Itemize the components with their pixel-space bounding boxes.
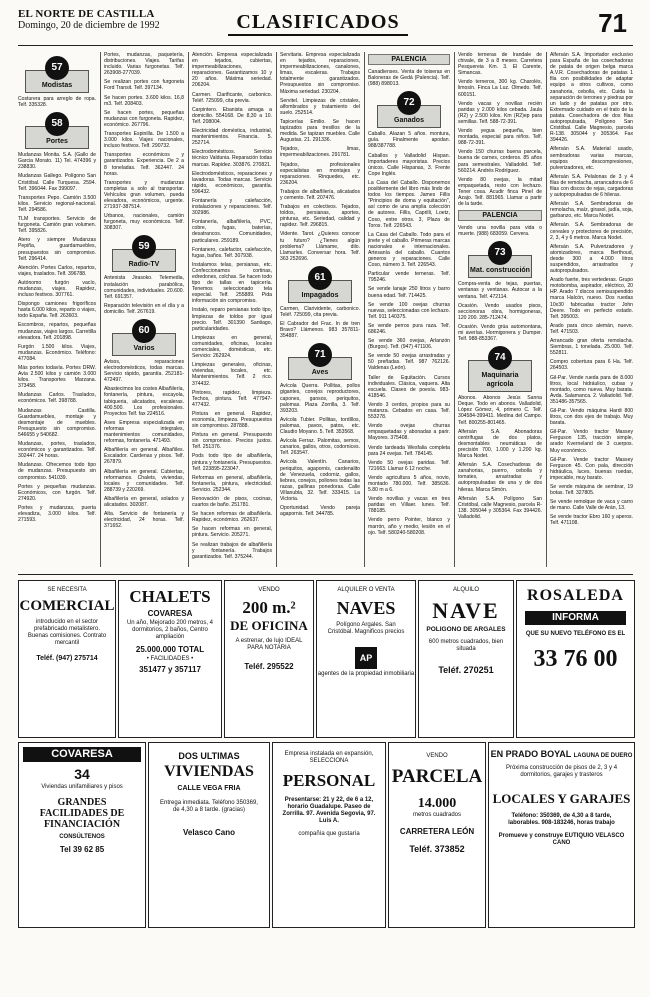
category-number: 71 — [308, 343, 332, 367]
classified-ad: La Casa del Caballo. Todo para el jinete y el caballo. Primeras marcas nacionales e internacionales. Artesanía del caballo. Cuantos generos y reparaciones. Calle Coso, número 3. Telf. 226543. — [368, 231, 450, 269]
ad-agent: Velasco Cano — [182, 828, 236, 837]
classified-ad: Alfersán S.A. Material usado, sembradoras varias marcas, equipos descompresiones, pulverizadores, etc. — [550, 146, 633, 171]
masthead: EL NORTE DE CASTILLA — [18, 8, 155, 20]
classified-ad: Alfersán S.A. Pelalonas de 3 y 4 filas de remolacha, arrancadora de 6 filas con discos de rejas, cargadoras y autopropulsadas de 6 hileras. — [550, 173, 633, 199]
column-divider — [546, 52, 547, 567]
classified-ad: Mudanzas Monita. S.A. (Gallo de Garcia Morato. 11) Tel. 474396 y 238830. — [18, 152, 96, 171]
classified-ad: Caballos y Valladolid Hispan. Importaderes mayoristas. Precios únicos. Calle Hispanas, 3. Frente Cope Inglés. — [368, 152, 450, 177]
ad-phone: Teléf. 270251 — [438, 665, 494, 675]
category-number: 74 — [488, 346, 512, 370]
ad-phone: 351477 y 357117 — [139, 665, 201, 674]
category-number: 61 — [308, 266, 332, 290]
classified-ad: Atención. Empresa especializada en tejados, cubiertas, impermeabilizaciones, reparaciones. Garantizamos 10 y 20 años. Máxima seriedad. 206204. — [192, 52, 272, 89]
classified-ad: Alfersán S.A. Sembradoras de cereales y protectores de precisión, 2, 3, 4 y 6 metros. Marca Nodet. — [550, 222, 633, 241]
classified-ad: Alta. Servicio de fontanería y electricidad, 24 horas. Telf. 371652. — [104, 511, 184, 530]
classified-ad: Portes, mudanzas, paquetería, distribuciones. Viajes. Tarifas incluido. Varias furgonetas. Telf. 263908-277039. — [104, 52, 184, 77]
classified-ad: Fontanería y calefacción, instalaciones y reparaciones. Telf. 302986. — [192, 197, 272, 217]
ad-rosaleda — [516, 580, 635, 738]
ad-body: Próxima construcción de pisos de 2, 3 y 4 dormitorios, garajes y trasteros — [505, 765, 618, 778]
classified-ad: Se vende 100 ovejas churras nuevas, seleccionadas con lechazo. Telf. 911 140375. — [368, 301, 450, 320]
ad-viviendas — [148, 742, 270, 928]
ad-headline-2: DE OFICINA — [230, 618, 308, 633]
classified-ad: Se vende lanaje 250 litros y barro buena edad. Telf. 714425. — [368, 286, 450, 299]
classified-ad: Transportes Espinilla. De 1.500 a 3.000 kilos. Viajes nacionales, incluso festivos. Telf. 290732. — [104, 131, 184, 150]
classified-ad: Vendo ovejas churras empaquetadas y abonadas a parir. Mayores. 375408. — [368, 423, 450, 442]
category-number: 57 — [45, 56, 69, 80]
ad-comercial — [18, 580, 116, 738]
classified-ad: Caballo. Alazan 5 años. montura, guía. Finalmente apodan. 988/387788. — [368, 131, 450, 150]
ad-headline-2: GRANDES FACILIDADES DE FINANCIACIÓN — [39, 797, 125, 830]
classified-ad: Ocasión. Vendo usados pisos, seccionoras obra, hormigoneras, 120 200. 285-712474. — [458, 302, 542, 321]
classified-ad: Vendo tardeada Wesfalia completa para 24 ovejas. Telf. 784145. — [368, 444, 450, 457]
classified-ad: Vendo perro Pointer, blanco y marrón, año y medio, lesión en el ojo. Telf. 580240-580208. — [368, 517, 450, 536]
category-label: Maquinaria agrícola — [468, 360, 532, 392]
classified-ad: Avícola Ferraz. Palomitas, semos, canarios, gallos, otros, codornices. Telf. 263547. — [280, 438, 360, 457]
column-2 — [104, 52, 184, 567]
classified-ad: TLM transportes. Servicio de furgoneta. Camión gran volumen. Telf. 395826. — [18, 216, 96, 235]
column-divider — [100, 52, 101, 567]
classified-ad: Alfersán S.A. Sembradoras de remolacha, maíz, girasol, judía, soja, garbanzo, etc. Marca Nodet. — [550, 201, 633, 220]
ad-nave — [418, 580, 514, 738]
classified-ad: Se vende perros pura raza. Telf. 686246. — [368, 322, 450, 335]
classified-ad: Gil-Par. Vende rueda para de 8.000 litros, local hidráulico, cubas y montado, como nueva. Muy barata. Avda. Salamanca. 2. Valladolid. Telf. 351486-357565. — [550, 374, 633, 405]
classified-ad: Mudanzas, portes, traslados, económicos y garantizados. Telf. 302447. 24 horas. — [18, 441, 96, 460]
ad-body: Entrega inmediata. Teléfono 350369, de 4,30 a 8 tarde. (gracias) — [160, 800, 258, 813]
classified-ad: Más portes todavía. Portes DRW. Avia 2.500 kilos y camión 3.000 kilos. Transportes Marzana. 373458. — [18, 365, 96, 390]
classified-ad: Mudanzas. Ofrecemos todo tipo de mudanzas. Presupuesto sin compromiso. 541039. — [18, 462, 96, 481]
classified-ad: Pods todo tipo de albañilería, pintura y fontanería. Presupuestos. Telf. 223895-223047. — [192, 453, 272, 472]
classified-ad: Particular vende terneras. Telf. 795246. — [368, 271, 450, 284]
classified-ad: Trabajos en colectivos. Tejados, toldos, persianas, aportes, pinturas, etc. Seriedad, calidad y rapidez. Telf. 296815. — [280, 204, 360, 229]
column-divider — [364, 52, 365, 567]
category-number: 58 — [45, 112, 69, 136]
classified-ad: Albañilería en general, solados y alicatados. 302087. — [104, 495, 184, 508]
classified-ad: Atención. Portes Carlos, repartos, viajes, traslados. Telf. 396788. — [18, 264, 96, 277]
classified-ad: Arado fuerte, tres vertederas. Grupo motobomba, aspirador, eléctrico, 20 HP. Arado 7 discos semisuspendido marca Halcón, nuevo. Dos ruedas 10x30 fabricadas tractor John Deere. Todo en perfecto estado. Telf. 395003. — [550, 277, 633, 320]
ad-phone: Teléfono: 350369, de 4,30 a 8 tarde, laborables. 908-183246, horas trabajo — [508, 813, 615, 826]
ad-body: 600 metros cuadrados, bien situada — [428, 639, 504, 652]
category-label: Impagados — [288, 280, 352, 303]
classified-ad: Canadienses. Venta de toiseras en Baloneras de Gedá (Palencia). Telf. (988) 898013. — [368, 69, 450, 88]
classified-ad: El Cabrador del Frac. In de tren Bravo? Llámenos. 983 357811-354887. — [280, 321, 360, 340]
classified-ad: Pintura en general. Presupuesto sin compromiso. Precios justos. Telf. 251376. — [192, 432, 272, 451]
section-title: CLASIFICADOS — [228, 10, 408, 36]
page-number: 71 — [598, 8, 627, 38]
classified-ad: Vendo 80 ovejas, la mitad empaquetada, resto con lechazo. Tener cosa. Acudir finca Pinel de Azajo. Telf. 881965. Llamar a partir de la tarde. — [458, 176, 542, 208]
category-badge-construccion — [468, 241, 532, 278]
classified-ad: Urbanos, nacionales, camión furgoneta, muy económicos. Telf. 308307. — [104, 213, 184, 232]
dateline: Domingo, 20 de diciembre de 1992 — [18, 20, 160, 31]
category-label: Modistas — [25, 70, 89, 93]
category-label: Varios — [112, 333, 176, 356]
ad-kicker: DOS ULTIMAS — [178, 751, 240, 761]
classified-ad: Atero y siempre Mudanzas Pepiña, guardamuebles, presupuestos sin compromiso. Telf. 296414. — [18, 237, 96, 262]
classified-ad: Vendo terneros, 300 kg. Charolés, limosín. Finca La Luz. Olmedo. Telf. 600151. — [458, 79, 542, 98]
category-badge-ganados — [377, 91, 441, 128]
classified-ad: Vendo 50 ovejas paridas. Telf. 721663. Llamar 6 12 noche. — [368, 459, 450, 472]
classified-ad: Alfersán S.A. Polígono San Cristóbal, calle Magnesio, parcela R-138. 305044 y 305364. Fax 394426. Valladolid. — [458, 495, 542, 520]
classified-ad: Se hacen portes. 3.600 kilos. 16,8 m3. Telf. 208403. — [104, 94, 184, 107]
classified-ad: Vendo novillas y vacas en tres paridas en Villaer. lunes. Telf. 788185. — [368, 496, 450, 515]
ad-body: Viviendas unifamiliares y pisos — [41, 784, 123, 790]
classified-ad: Fontanero, calefactor, calefacción, fugas, baños. Telf. 307938. — [192, 246, 272, 259]
classified-ad: Alfersán S.A. Importador exclusivo para España de las cosechadoras de patata de origen belga marca A.V.R. Cosechadoras de patatas 1 fila con posibilidades de adaptar equipo a otros cultivos, como zanahoria, cebolla, etc. Cuida la separación de terrones y piedras por un lado y de patatas por otro. Extremado cuidado en el trato de la patata. Cosechadora de dos filas autopropulsada, Polígono San Cristóbal. Calle Magnesio, parcela R-138. 305044 y 305364. Fax 394426. — [550, 52, 633, 144]
classified-ad: Se hacen reformas en general, pintura. Servicio. 205271. — [192, 526, 272, 539]
classified-ad: Instalamos telas, persianas, etc. Confeccionamos cortinas, edredones, colchas. Se hacen todo tipo de tallas en tapicería. Tenemos seleccionado tela especial. Telf. 255889. Pida información sin compromiso. — [192, 261, 272, 305]
ad-oficina — [224, 580, 314, 738]
column-6 — [458, 52, 542, 567]
classified-ad: Compro cobertura para 6 Ha. Telf. 264503. — [550, 359, 633, 372]
ad-phone: Tel 39 62 85 — [59, 845, 105, 854]
ad-headline: LOCALES Y GARAJES — [492, 791, 631, 806]
classified-ad: Vendo yegua pequeña, bien montada, especial para niños. Telf. 988-72-391. — [458, 128, 542, 147]
ad-parcela — [388, 742, 486, 928]
ad-note: QUE SU NUEVO TELÉFONO ES EL — [525, 631, 626, 637]
ad-headline: VIVIENDAS — [164, 763, 254, 780]
category-label: Ganados — [377, 105, 441, 128]
classified-ad: Mudanzas Gallego. Polígono San Cristóbal. Calle Turquesa. 2594. Telf. 396044. Fax 399097. — [18, 173, 96, 192]
classified-ad: Tejados, profesionales especialistas en montajes y reparaciones. Rinquedes, etc. 236204. — [280, 161, 360, 186]
column-divider — [276, 52, 277, 567]
classified-ad: Reparación televisión en el día y a domicilio. Telf. 267619. — [104, 302, 184, 315]
ad-phone: 33 76 00 — [533, 646, 618, 672]
column-4 — [280, 52, 360, 567]
classified-ad: Vendo vacas y novillas recién paridas y 2.000 kilos cebada. Jaula (R2) y 2.500 kilos. Km (R2)ep para semillas. Telf. 588-72-391. — [458, 100, 542, 125]
classified-ad: Se hacen reformas de albañilería. Rapidez, económico. 262637. — [192, 511, 272, 524]
classified-ad: Se realizan portes con furgoneta Ford Transit. Telf. 397134. — [104, 79, 184, 92]
ad-personal — [272, 742, 386, 928]
classified-ad: Gil-Par. Vendo máquina Hardi 800 litros, con dos ejes de trabajo. Muy barata. — [550, 407, 633, 427]
classified-ad: Se vende remolque de vaca y carro de mano. Calle Valle de Arán, 13. — [550, 499, 633, 512]
classified-ad: Dispongo camiones frigoríficos hasta 6.000 kilos, reparto o viajes, todo España. Telf. 263603. — [18, 301, 96, 320]
classified-ad: Carmen. Clarificante, carbonico. Teléf. 725099, cita previa. — [192, 91, 272, 104]
header-rule — [18, 45, 633, 46]
classified-ad: Albañilería en general. Albañiles. Escalador. Cardenas y pisos. Telf. 267879. — [104, 447, 184, 466]
classified-ad: Vendo terneras de Irandale de chivale, de 3 a 8 meses. Carretera Pesquereia Km. 3. El Carente, Simancas. — [458, 52, 542, 77]
classified-ad: Vendo 3 cerdos, propios para su matanza. Cebados en casa. Telf. 553278. — [368, 401, 450, 421]
category-number: 73 — [488, 241, 512, 265]
ad-phone: Teléf. 373852 — [409, 844, 465, 854]
agency-logo: AP — [355, 647, 377, 669]
category-badge-radio-tv — [112, 235, 176, 272]
classified-ad: Portes y mudanzas, puerta elevadiza, 3.000 kilos. Telf. 271593. — [18, 504, 96, 524]
classified-ad: Taller de Equitación. Cursos individuales. Clásica, vaquera. Alta escuela. Clases de poesía. 983-418546. — [368, 374, 450, 399]
classified-ad: Furgón 1.500 kilos. Viajes, mudanzas. Económico. Teléfono: 477084. — [18, 343, 96, 362]
ad-headline: NAVES — [336, 598, 396, 618]
classified-ad: Abastecimos los costes Albañilería, fontanería, pintura, escayola, tabiqueria, alicatados, escaleras. 400.500. Los profesionales. Proyectos Telf. fax 224516. — [104, 386, 184, 417]
ad-subhead: INFORMA — [525, 611, 626, 625]
classified-ad: Se vende 50 ovejas arrastradas y 50 preñadas. Telf. 987 762126. Valdenas (León). — [368, 353, 450, 372]
classified-ad: Fontanería, albañilería, PVC, cobre, fugas, baterías, desatrancos. Comunidades, particulares. 259189. — [192, 219, 272, 244]
ad-note: CARRETERA LEÓN — [399, 827, 475, 836]
classified-ad: Mudanzas Castilla. Guardamuebles, montaje y desmontaje de muebles. Presupuesto sin compromiso. 546655 y 540682. — [18, 407, 96, 438]
ad-headline: 200 m.² — [242, 598, 296, 617]
classified-ad: Alfersán S.A. Abonadoras centrífugas de dos platos, desmontables neumáticas de precisión 700, 1.000 y 1.200 kg. Marca Nodet. — [458, 428, 542, 460]
classified-ad: Gil-Par. Vende tractor Massey Ferguson 45. Con pala, dirección hidráulica, luces, buenas ruedas, impecable, muy barato. — [550, 456, 633, 481]
classified-ad: Vidente. Tarot. ¿Quieres conocer tu futuro? ¿Tienes algún problema? Llámame, dilo. Llamarles. Conversar hora. Telf. 363 252696. — [280, 231, 360, 262]
category-number: 60 — [132, 319, 156, 343]
ad-headline: NAVE — [432, 598, 500, 623]
ad-kicker: VENDO — [426, 753, 448, 759]
classified-ad: Avisos, reparaciones electrodomésticos, todas marcas. Servicio rápido, garantía. 252181-472497. — [104, 359, 184, 384]
classified-ad: Carmen, Clarividente, carbonico. Teléf. 725099, cita previa. — [280, 305, 360, 318]
ad-kicker: VENDO — [258, 587, 280, 593]
ad-headline: CHALETS — [129, 587, 211, 606]
classified-ad: Electrodomésticos, reparaciones y lavadoras. Todas marcas. Servicio rápido, económicos, garantía. 596432. — [192, 170, 272, 195]
classified-ad: Avícola Querra. Pollitas, pollos gigantes, conejos reproductores, capones, gansos, periquitos, palomas. Plaza Zorrilla, 3. Telf. 393203. — [280, 383, 360, 414]
classified-ad: Se realizan trabajos de albañilería y fontanería. Trabajos garantizados. Telf. 375244. — [192, 541, 272, 560]
category-badge-modistas — [25, 56, 89, 93]
classified-ad: Oportunidad. Vendo pareja agapornis. Telf. 344785. — [280, 505, 360, 518]
classified-ad: Costurera para arreglo de ropa. Telf. 335328. — [18, 96, 96, 109]
classified-ad: Limpiezas generales, oficinas, viviendas, locales, etc. Mantenimientos. Telf. 2 rico. 374432. — [192, 362, 272, 387]
classified-ad: Avícola Valentín. Canarios, periquitos, agapornis, cardenalito de Venezuela, codorniz, gallos, liebres, conejos, pollones todas las razas, gallinas ponedoras. Calle Villanubla, 32. Telf. 333415. La Victoria. — [280, 459, 360, 502]
ad-covaresa — [18, 742, 146, 928]
column-1 — [18, 52, 96, 567]
category-label: Radio-TV — [112, 249, 176, 272]
ad-headline: PERSONAL — [282, 771, 376, 790]
classified-ad: Gil-Par. Vendo tractor Massey Ferguson 135, tracción simple, arado Kverneland de 3 cuerpos. Muy económico. — [550, 429, 633, 454]
classified-ad: Se vende 360 ovejas, Arlanzón (Burgos). Telf. (947) 471106. — [368, 338, 450, 351]
classified-ad: Tapicerías Emilio. Se hacen tapizados para tresillos de la medida. Se tapizan muebles. Calle Augustas. 21. 291336. — [280, 118, 360, 144]
ad-note: compañía que gustaría — [298, 831, 360, 837]
ad-chalets — [118, 580, 222, 738]
ad-prado-boyal — [488, 742, 635, 928]
ads-divider — [18, 574, 633, 575]
category-badge-aves — [288, 343, 352, 380]
classified-ad: Ocasión. Vendo grúa automontana, mi averías. Hormigonera y Dumper. Telf. 988-853367. — [458, 323, 542, 343]
classified-ad: Pintores, rapidez, limpieza. Techos, pintura. Telf. 477947-477432. — [192, 389, 272, 408]
classified-ad: Autónomo furgón vacío, mudanzas, viajes. Rapidez, incluso festivos. 307761. — [18, 279, 96, 299]
classified-ad: Tejados, limas, impermeabilizaciones. 291781. — [280, 146, 360, 159]
ad-figure: 14.000 — [417, 796, 457, 811]
category-label: Aves — [288, 357, 352, 380]
classified-ad: Vendo una novilla para vida o muerte. (988) 683059. Cervera. — [458, 225, 542, 238]
classified-ad: Se vende máquina de sembrar, 19 botas. Telf. 327805. — [550, 484, 633, 497]
ad-naves — [316, 580, 416, 738]
ad-kicker-main: EN PRADO BOYAL — [490, 749, 572, 759]
classified-ad: Vendo agricultura 5 años, novio, montado 780.000. Telf. 385636. 5.80 m a 6. — [368, 474, 450, 494]
ad-subhead: CALLE VEGA FRIA — [177, 785, 241, 792]
ad-body: Polígono Argales. San Cristóbal. Magnificos precios — [327, 622, 405, 635]
classified-ad: Se vende tractor Ebro 160 y aperos. Telf. 471108. — [550, 514, 633, 527]
page-header — [18, 8, 633, 48]
category-badge-impagados — [288, 266, 352, 303]
ad-note: CONSÚLTENOS — [59, 834, 105, 840]
column-divider — [188, 52, 189, 567]
category-badge-portes — [25, 112, 89, 149]
ad-body: A estrenar, de lujo IDEAL PARA NOTARIA — [235, 638, 303, 651]
classified-ad: Arrancado gran oferta remolacha. Siembras, 1 tonelada. 25.000. Telf. 552811. — [550, 338, 633, 357]
classified-ad: Transportes y mudanzas completas a solo al transportar. Vehículos gran volumen, pueda elevadora, económicos, urgente. 271937-387514. — [104, 179, 184, 211]
ad-headline: COMERCIAL — [19, 598, 115, 614]
ad-headline: COVARESA — [23, 747, 141, 762]
ad-kicker: ALQUILO — [452, 587, 479, 593]
classified-ad: Arado para cinco alemán, nuevo. Telf. 471503. — [550, 322, 633, 335]
classified-ad: Antenista Jirasoko. Telemedia, instalación parabólica, comunidades, individuales. 20.600. Telf. 691357. — [104, 275, 184, 300]
ad-kicker: ALQUILER O VENTA — [337, 587, 395, 593]
ad-body: Presentarse: 21 y 22, de 6 a 12, horario Guadalupe. Paseo de Zorrilla. 97. Avenida Segovia, 97. Luis A. — [282, 797, 376, 824]
classified-ad: Ases Empresa especializada en reformas integrales, mantenimientos comunidades, reformas, fontanería. 471493. — [104, 419, 184, 445]
ad-kicker: SE NECESITA — [47, 587, 87, 593]
classified-ad: Compra-venta de tejas, puertas, ventanas y ventanas. Autocar a la ventana. Telf. 472114. — [458, 281, 542, 300]
classified-ad: Albañilería en general. Cubiertas, reformamos. Chalets, viviendas, locales y comunidades. Telf. 288739 y 220269. — [104, 468, 184, 493]
classified-ad: Transportes Pepo. Camión 3.500 kilos. Servicio regional-nacional. Telf. 294586. — [18, 194, 96, 213]
classified-ad: Electrodomésticos. Servicio técnico Valdunia. Reparación todas marcas. Rapidez. 303876. 270821. — [192, 149, 272, 168]
ad-note: • FACILIDADES • — [146, 656, 194, 662]
category-badge-varios — [112, 319, 176, 356]
classified-ad: Se hacen portes, pequeñas mudanzas con furgoneta. Rapidez, económico. 267796. — [104, 109, 184, 128]
town-header: PALENCIA — [368, 54, 450, 65]
ad-kicker: Empresa instalada en expansión, SELECCIONA — [284, 751, 374, 764]
classified-ad: Vendo 150 churras buena parcela, buena de carnes, corderos. 85 años para semestrales. Valladolid. Telf. 560214. Andrés Rodríguez. — [458, 149, 542, 174]
classified-ad: Electricidad doméstica, industrial, mantenimientos. Financia. 5. 252714. — [192, 128, 272, 147]
column-divider — [454, 52, 455, 567]
classified-ad: Avícola Tubier. Pollitas, tordíllos, palomas, pavos, patos, etc. Claudio Moyano. 5. Telf. 353568. — [280, 416, 360, 436]
ad-agency: agentes de la propiedad inmobiliaria — [317, 671, 415, 677]
ad-phone: Teléf. (947) 275714 — [36, 655, 98, 662]
category-label: Mat. construcción — [468, 255, 532, 278]
category-number: 72 — [397, 91, 421, 115]
classified-ad: Transportes económicos y garantizados. Experiencia. De 2 a 8 toneladas. Telf. 362447. 24 horas. — [104, 152, 184, 177]
ad-subhead: POLIGONO DE ARGALES — [426, 626, 506, 633]
column-3 — [192, 52, 272, 567]
ad-headline: ROSALEDA — [527, 587, 624, 604]
classified-ad: Pintura en general. Rapidez, economía, limpieza. Presupuestos sin compromiso. 287888. — [192, 410, 272, 430]
ad-phone: Teléf. 295522 — [244, 662, 294, 671]
category-label: Portes — [25, 126, 89, 149]
classified-ad: Alfersán S.A. Pulverizadores y atomizadores, marca Berthoud, desde 300 a 4.000 litros suspendidos, arrastrados y autopropulsados. — [550, 243, 633, 275]
classified-ad: Trabajos de albañilería, alicatados y cemento. Telf. 207476. — [280, 188, 360, 201]
ad-kicker-sub: LAGUNA DE DUERO — [573, 753, 633, 759]
classified-ad: Carpintero. Ebanista amaga a domicilio. 554168. De 8,30 a 10. Telf. 208004. — [192, 106, 272, 125]
ad-price: 25.000.000 TOTAL — [135, 645, 205, 654]
classified-ad: Abonos. Abonos Jesús Sanna Deque. Todo en abonos. Valladolid, López Gómez, 4, primero C. Telf. 304584-399411. Medina del Campo. Telf. 800255-801465. — [458, 395, 542, 426]
ad-place: COVARESA — [147, 609, 193, 618]
ad-kicker — [489, 749, 634, 759]
classified-ad: Instalo, reparo persianas todo tipo, limpiezas de toldos por igual precio. Telf. 301390 Santiago, particularidades. — [192, 307, 272, 332]
classified-ad: Mudanzas Carlos. Traslados, económicos. Telf. 398788. — [18, 392, 96, 405]
ad-body: Un año, Mejorado 200 metros, 4 dormitorios, 2 baños, Centro ampliación — [126, 620, 214, 640]
classified-ad: Servitaria. Empresa especializada en tejados, reparaciones, impermeabilizaciones, canalones, limas, escaleras. Trabajos totalmente garantizados. Presupuestos sin compromiso. Máxima seriedad. 230204. — [280, 52, 360, 95]
column-7 — [550, 52, 633, 567]
classified-ad: Renovación de pisos, cocinas, cuartos de baño. 251781. — [192, 496, 272, 509]
classified-ad: Limpiezas en general, comunidades, oficinas, locales comerciales, domésticas, etc. Servicio: 262924. — [192, 334, 272, 360]
column-5 — [368, 52, 450, 567]
classified-ad: Escombros, repartos, pequeñas mudanzas, viajes largos. Carretilla elevadora. Telf. 201898. — [18, 322, 96, 341]
category-badge-maquinaria — [468, 346, 532, 392]
ad-headline: PARCELA — [391, 766, 483, 787]
town-header: PALENCIA — [458, 210, 542, 221]
ad-number: 34 — [74, 766, 90, 782]
classified-ad: Portes y pequeñas mudanzas. Económicos, con furgón. Telf. 274920. — [18, 483, 96, 502]
ad-agent: Promueve y construye EUTIQUIO VELASCO CANO — [498, 833, 625, 846]
classified-ad: Alfersán S.A. Cosechadoras de zanahorias, puerro, cebolla y tomates, arrastradas y autopropulsadas de una y de dos hileras. Marca Simón. — [458, 462, 542, 493]
classified-ad: Servitel. Limpiezas de cristales, alfombrados y tratamiento del suelo. 252514. — [280, 97, 360, 116]
classified-ad: La Casa del Caballo. Disponemos posiblemente del libro más lindo de todos los tiempos. James Fillis "Principios de doma y equitación", así como de una amplia colección de autores. Fillis, Caprilli, Loetz, Coso, entre otros. 3, Plaza de Toros. Telf. 226543. — [368, 179, 450, 229]
category-number: 59 — [132, 235, 156, 259]
ad-body: introducido en el sector prefabricado metalistero. Buenas comisiones. Contrato mercantil — [27, 619, 107, 646]
ad-body: metros cuadrados — [412, 812, 462, 818]
classified-ad: Reformas en general, albañilería, fontanería, pintura, electricidad. Servicio. 252344. — [192, 474, 272, 493]
